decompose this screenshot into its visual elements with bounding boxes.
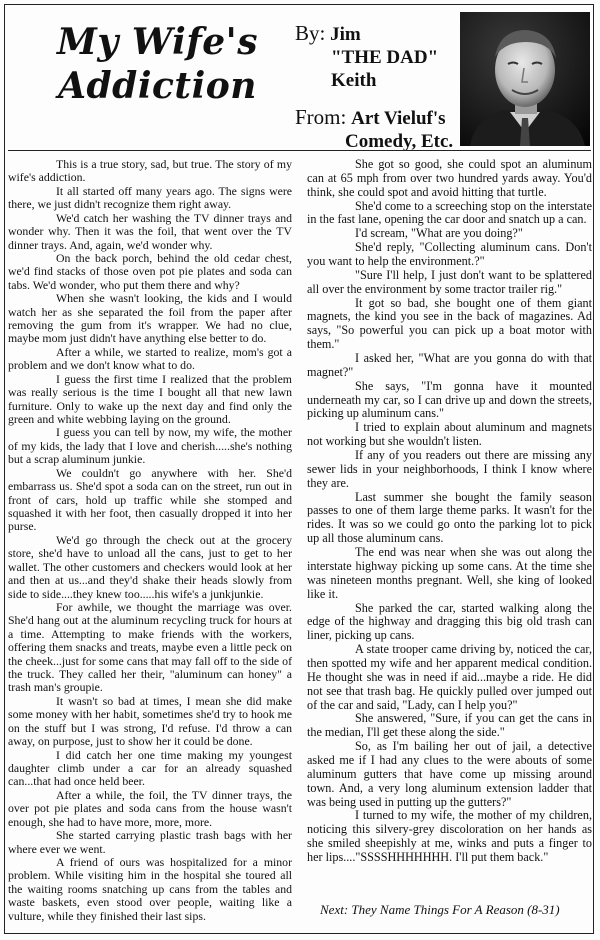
author-photo xyxy=(460,12,590,146)
paragraph: On the back porch, behind the old cedar chest, we'd find stacks of those oven pot pie plates and soda can tabs. We'd wonder, who put them there and why? xyxy=(8,250,292,292)
paragraph: I turned to my wife, the mother of my children, noticing this silvery-grey discoloration on her hands as she smiled sheepishly at me, winks and puts a finger to her lips...."SSSSHHHHHHH. I'll put them back." xyxy=(307,808,592,864)
paragraph: I guess the first time I realized that the problem was really serious is the time I bought all that new lawn furniture. Only to wake up the next day and find only the green and white webbing laying on the ground. xyxy=(8,371,292,427)
paragraph: I tried to explain about aluminum and magnets not working but she wouldn't listen. xyxy=(307,420,592,449)
paragraph: I'd scream, "What are you doing?" xyxy=(355,226,523,241)
article-column-left xyxy=(8,158,292,923)
paragraph: So, as I'm bailing her out of jail, a detective asked me if I had any clues to the were abouts of some aluminum gutters that have come up missing around town. And, a very long aluminum extension ladder that was being used in putting up the gutters?" xyxy=(307,739,592,809)
title-line-1: My Wife's xyxy=(57,21,258,63)
paragraph: It got so bad, she bought one of them giant magnets, the kind you see in the back of magazines. Ad says, "So powerful you can pick up a boat motor with them." xyxy=(307,295,592,352)
paragraph: She parked the car, started walking along the edge of the highway and dragging this big old trash can liner, picking up cans. xyxy=(307,600,592,643)
byline xyxy=(295,22,465,153)
source-line-1: Art Vieluf's xyxy=(351,108,446,129)
paragraph: We'd catch her washing the TV dinner trays and wonder why. Then it was the foil, that went over the TV dinner trays. And, again, we'd wonder why. xyxy=(8,210,292,252)
paragraph: She got so good, she could spot an aluminum can at 65 mph from over two hundred yards away. You'd think, she could spot and avoid hitting that turtle. xyxy=(307,157,592,199)
paragraph: She answered, "Sure, if you can get the cans in the median, I'll get these along the side." xyxy=(307,711,592,740)
paragraph: If any of you readers out there are missing any sewer lids in your neighborhoods, I think I know where they are. xyxy=(307,448,592,490)
paragraph: The end was near when she was out along the interstate highway picking up some cans. At the time she was nineteen months pregnant. Well, she king of looked like it. xyxy=(307,545,592,601)
source-line-2: Comedy, Etc. xyxy=(345,131,454,152)
paragraph: After a while, the foil, the TV dinner trays, the over pot pie plates and soda cans from the house wasn't enough, she had to have more, more, more. xyxy=(8,787,292,829)
paragraph: This is a true story, sad, but true. The story of my wife's addiction. xyxy=(8,157,292,185)
paragraph: She'd come to a screeching stop on the interstate in the fast lane, opening the car door and snatch up a can. xyxy=(307,198,592,227)
article-title xyxy=(40,20,275,108)
paragraph: It all started off many years ago. The signs were there, we just didn't recognize them right away. xyxy=(8,183,292,212)
author-nickname: "THE DAD" xyxy=(331,47,439,68)
paragraph: When she wasn't looking, the kids and I would watch her as she separated the foil from the paper after removing the gum from it's wrapper. We had no clue, maybe mom just didn't have anything else better to do. xyxy=(8,291,292,346)
paragraph: "Sure I'll help, I just don't want to be splattered all over the environment by some tractor trailer rig." xyxy=(307,267,592,296)
header-divider xyxy=(8,150,591,151)
paragraph: I did catch her one time making my youngest daughter climb under a car for an already squashed can...that had once held beer. xyxy=(8,747,292,789)
paragraph: A friend of ours was hospitalized for a minor problem. While visiting him in the hospital she toured all the waiting rooms snatching up cans from the tables and waste baskets, even stood over people, waiting like a vulture, while they finished their last sips. xyxy=(8,854,292,923)
next-issue-teaser: Next: They Name Things For A Reason (8-31) xyxy=(320,902,560,917)
paragraph: It wasn't so bad at times, I mean she did make some money with her habit, sometimes she'd try to hook me on the stuff but I was strong, I'd refuse. I'd throw a can away, on purpose, just to show her it could be done. xyxy=(8,693,292,749)
title-line-2: Addiction xyxy=(58,65,257,107)
article-column-right xyxy=(307,158,592,865)
paragraph: We'd go through the check out at the grocery store, she'd have to unload all the cans, just to get to her wallet. The other customers and checkers would look at her and then at us...and they'd shake their heads slowly from side to side....they knew too.....his wife's a junkjunkie. xyxy=(8,532,292,601)
author-last-name: Keith xyxy=(331,70,377,91)
paragraph: I asked her, "What are you gonna do with that magnet?" xyxy=(307,351,592,379)
paragraph: I guess you can tell by now, my wife, the mother of my kids, the lady that I love and cherish.....she's nothing but a scrap aluminum junkie. xyxy=(8,425,292,467)
author-first-name: Jim xyxy=(330,24,361,45)
by-label: By: xyxy=(295,21,326,45)
paragraph: We couldn't go anywhere with her. She'd embarrass us. She'd spot a soda can on the street, run out in front of cars, hold up traffic while she stomped and squashed it with her foot, then casually dropped it into her purse. xyxy=(8,465,292,534)
paragraph: She started carrying plastic trash bags with her where ever we went. xyxy=(8,828,292,856)
paragraph: She says, "I'm gonna have it mounted underneath my car, so I can drive up and down the streets, picking up aluminum cans." xyxy=(307,378,592,421)
paragraph: She'd reply, "Collecting aluminum cans. Don't you want to help the environment.?" xyxy=(307,240,592,269)
paragraph: For awhile, we thought the marriage was over. She'd hang out at the aluminum recycling truck for hours at a time. Attempting to make friends with the workers, offering them snacks and treats, maybe even a little peck on the cheek...just for some cans that may fall off to the side of the truck. They called her their, "aluminum can honey" a trash man's groupie. xyxy=(8,599,292,695)
paragraph: Last summer she bought the family season passes to one of them large theme parks. It wasn't for the rides. It was so we could go onto the parking lot to pick up all those aluminum cans. xyxy=(307,489,592,546)
paragraph: After a while, we started to realize, mom's got a problem and we don't know what to do. xyxy=(8,344,292,373)
from-label: From: xyxy=(295,105,347,129)
paragraph: A state trooper came driving by, noticed the car, then spotted my wife and her apparent medical condition. He thought she was in need if aid...maybe a ride. He did not see that trash bag. He quickly pulled over jumped out of the car and said, "Lady, can I help you?" xyxy=(307,642,592,712)
